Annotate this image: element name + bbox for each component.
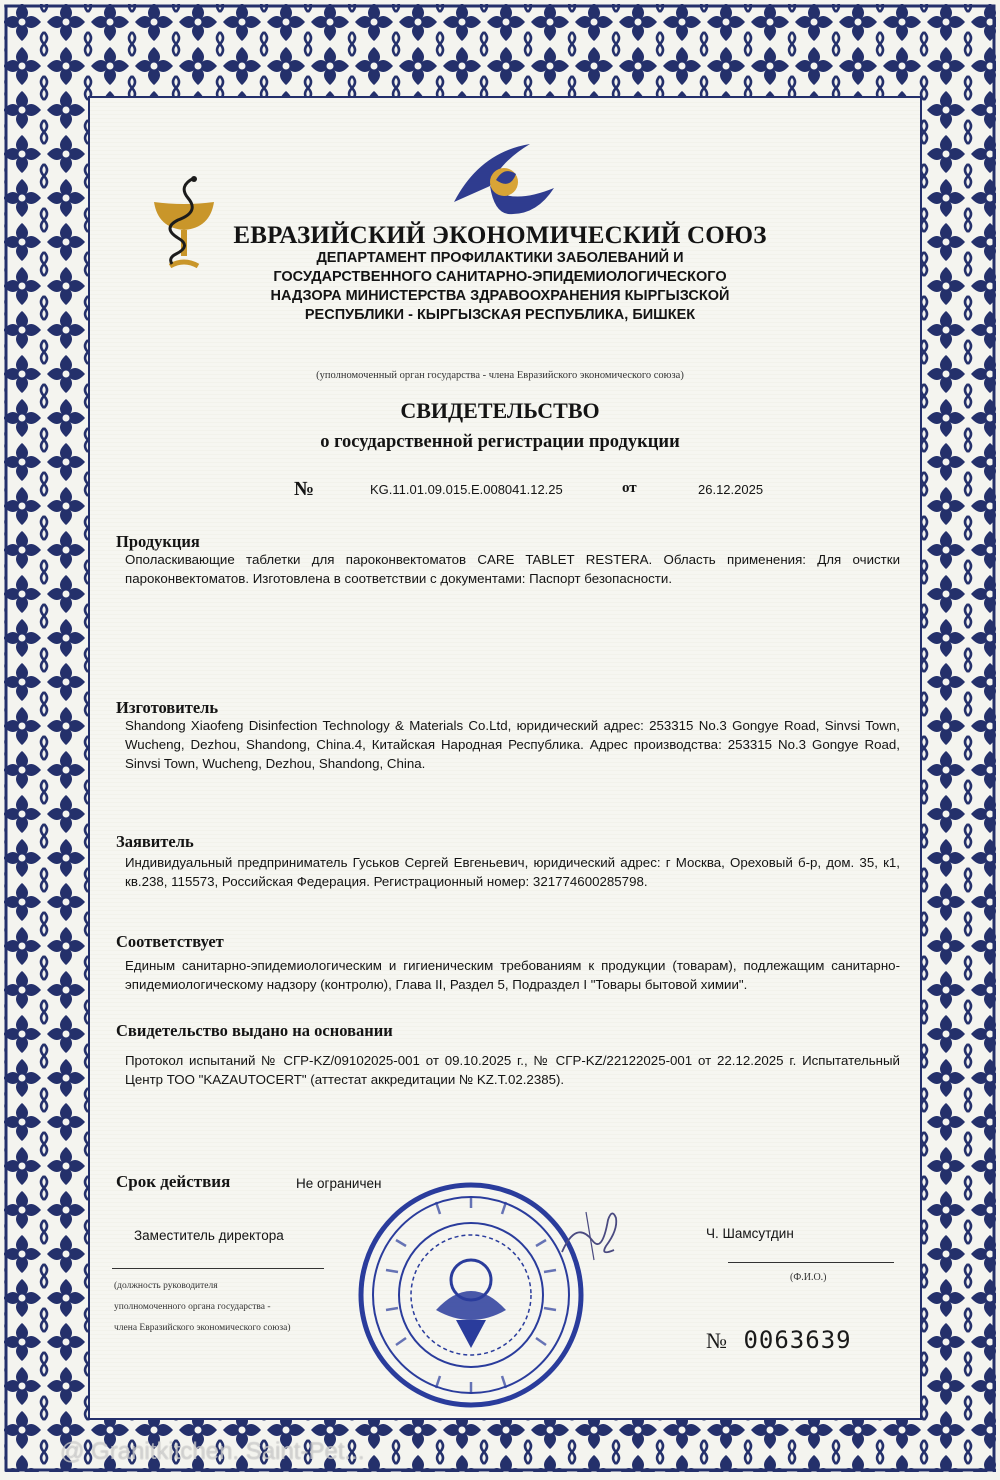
validity-label: Срок действия — [116, 1172, 231, 1191]
certificate-subtitle: о государственной регистрации продукции — [320, 432, 680, 452]
position-underline — [112, 1268, 324, 1269]
signatory-position: Заместитель директора — [134, 1228, 284, 1243]
conforms-text: Единым санитарно-эпидемиологическим и гигиеническим требованиям к продукции (товарам), подлежащим санитарно-эпидемиологическому надзору (контролю), Глава II, Раздел 5, Подраздел I "Товары бытовой химии". — [125, 958, 900, 992]
from-word: от — [622, 480, 637, 496]
basis-label: Свидетельство выдано на основании — [116, 1021, 393, 1040]
applicant-text: Индивидуальный предприниматель Гуськов Сергей Евгеньевич, юридический адрес: г Москва, Ореховый б-р, дом. 35, к1, кв.238, 115573, Российская Федерация. Регистрационный номер: 321774600285798. — [125, 855, 900, 889]
serial-sign: № — [706, 1328, 728, 1353]
union-title: ЕВРАЗИЙСКИЙ ЭКОНОМИЧЕСКИЙ СОЮЗ — [233, 222, 767, 249]
handwritten-signature — [556, 1200, 626, 1270]
name-underline — [728, 1262, 894, 1263]
position-note-line: (должность руководителя — [114, 1281, 218, 1291]
registration-number: KG.11.01.09.015.E.008041.12.25 — [370, 482, 563, 497]
department-line: ДЕПАРТАМЕНТ ПРОФИЛАКТИКИ ЗАБОЛЕВАНИЙ И — [316, 250, 684, 266]
number-sign: № — [294, 478, 315, 500]
position-note — [114, 1276, 354, 1339]
product-label: Продукция — [116, 532, 200, 551]
certificate-title: СВИДЕТЕЛЬСТВО — [400, 398, 600, 423]
department-line: РЕСПУБЛИКИ - КЫРГЫЗСКАЯ РЕСПУБЛИКА, БИШКЕК — [304, 307, 696, 323]
eurasian-union-logo-icon — [450, 142, 558, 218]
applicant-label: Заявитель — [116, 832, 194, 851]
manufacturer-text: Shandong Xiaofeng Disinfection Technology & Materials Co.Ltd, юридический адрес: 253315 No.3 Gongye Road, Sinvsi Town, Wucheng, Dezhou, Shandong, China.4, Китайская Народная Республика. Адрес производства: 253315 No.3 Gongye Road, Sinvsi Town, Wucheng, Dezhou, Shandong, China. — [125, 718, 900, 771]
department-line: ГОСУДАРСТВЕННОГО САНИТАРНО-ЭПИДЕМИОЛОГИЧЕСКОГО — [273, 269, 727, 285]
round-official-seal-icon — [356, 1180, 586, 1410]
authority-note: (уполномоченный орган государства - члена Евразийского экономического союза) — [316, 370, 684, 381]
manufacturer-label: Изготовитель — [116, 698, 219, 717]
fio-note: (Ф.И.О.) — [790, 1272, 827, 1283]
department-line: НАДЗОРА МИНИСТЕРСТВА ЗДРАВООХРАНЕНИЯ КЫРГЫЗСКОЙ — [270, 288, 730, 304]
basis-text: Протокол испытаний № СГР-KZ/09102025-001 от 09.10.2025 г., № СГР-KZ/22122025-001 от 22.12.2025 г. Испытательный Центр ТОО "KAZAUTOCERT" (аттестат аккредитации № KZ.T.02.2385). — [125, 1053, 900, 1087]
conforms-label: Соответствует — [116, 932, 224, 951]
position-note-line: уполномоченного органа государства - — [114, 1302, 271, 1312]
validity-value: Не ограничен — [296, 1176, 382, 1191]
signatory-name: Ч. Шамсутдин — [706, 1226, 794, 1241]
department-name — [160, 249, 840, 325]
watermark: @ Granitkitchen. Saint-Pet... — [60, 1438, 365, 1465]
serial-value: 0063639 — [743, 1326, 852, 1354]
form-serial-number — [706, 1326, 852, 1354]
product-text: Ополаскивающие таблетки для пароконвектоматов CARE TABLET RESTERA. Область применения: Для очистки пароконвектоматов. Изготовлена в соответствии с документами: Паспорт безопасности. — [125, 552, 900, 586]
position-note-line: члена Евразийского экономического союза) — [114, 1323, 291, 1333]
registration-date: 26.12.2025 — [698, 482, 764, 497]
